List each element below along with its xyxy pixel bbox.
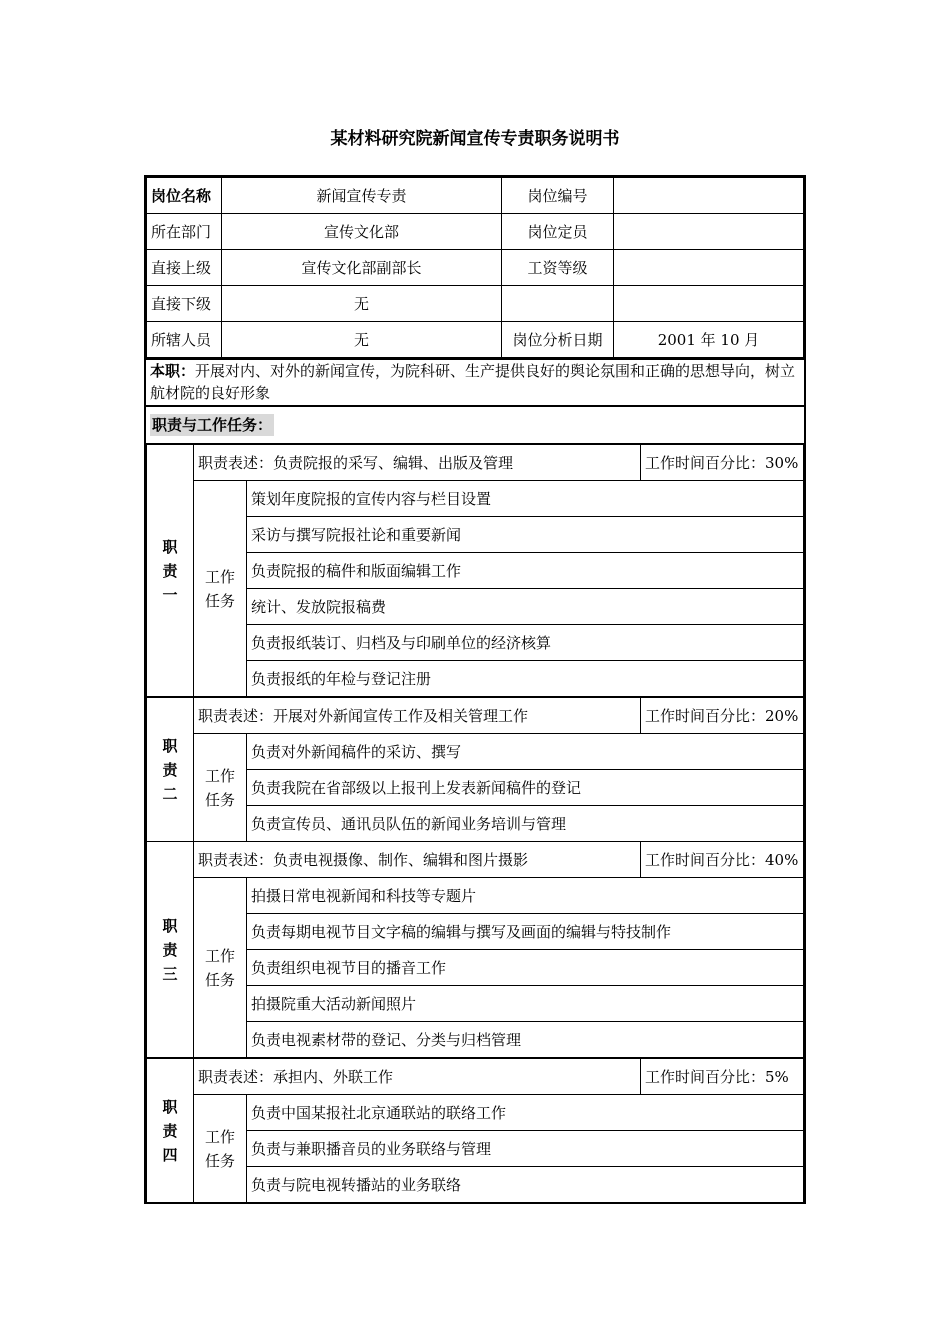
info-row-position-name (147, 178, 804, 214)
duty-1-time-percent: 工作时间百分比：30% (641, 445, 804, 481)
label-department: 所在部门 (147, 214, 222, 250)
duty-2-description: 职责表述：开展对外新闻宣传工作及相关管理工作 (194, 698, 641, 734)
value-department: 宣传文化部 (222, 214, 502, 250)
duty-2-time-percent: 工作时间百分比：20% (641, 698, 804, 734)
basic-info-table (144, 175, 806, 360)
duty-3-label: 职 责 三 (147, 842, 194, 1058)
duty-block-2 (144, 697, 806, 842)
label-empty (502, 286, 614, 322)
task-item: 策划年度院报的宣传内容与栏目设置 (247, 481, 804, 517)
task-item: 负责组织电视节目的播音工作 (247, 950, 804, 986)
label-position-name: 岗位名称 (147, 178, 222, 214)
task-item: 负责与院电视转播站的业务联络 (247, 1167, 804, 1204)
label-headcount: 岗位定员 (502, 214, 614, 250)
duty-1-description: 职责表述：负责院报的采写、编辑、出版及管理 (194, 445, 641, 481)
task-item: 负责电视素材带的登记、分类与归档管理 (247, 1022, 804, 1058)
value-salary-grade (614, 250, 804, 286)
label-salary-grade: 工资等级 (502, 250, 614, 286)
task-item: 负责报纸装订、归档及与印刷单位的经济核算 (247, 625, 804, 661)
task-item: 负责院报的稿件和版面编辑工作 (247, 553, 804, 589)
value-subordinate: 无 (222, 286, 502, 322)
task-item: 统计、发放院报稿费 (247, 589, 804, 625)
task-item: 负责对外新闻稿件的采访、撰写 (247, 734, 804, 770)
label-analysis-date: 岗位分析日期 (502, 322, 614, 358)
task-item: 负责报纸的年检与登记注册 (247, 661, 804, 697)
duty-3-time-percent: 工作时间百分比：40% (641, 842, 804, 878)
value-headcount (614, 214, 804, 250)
duty-1-label: 职 责 一 (147, 445, 194, 697)
info-row-department (147, 214, 804, 250)
value-analysis-date: 2001 年 10 月 (614, 322, 804, 358)
task-item: 负责每期电视节目文字稿的编辑与撰写及画面的编辑与特技制作 (247, 914, 804, 950)
task-item: 采访与撰写院报社论和重要新闻 (247, 517, 804, 553)
duty-block-4 (144, 1058, 806, 1204)
info-row-subordinate (147, 286, 804, 322)
job-summary (144, 355, 806, 407)
label-position-code: 岗位编号 (502, 178, 614, 214)
duty-3-task-label: 工作 任务 (194, 878, 247, 1058)
duty-2-task-label: 工作 任务 (194, 734, 247, 842)
duty-block-3 (144, 841, 806, 1058)
info-row-staff (147, 322, 804, 358)
duty-1-task-label: 工作 任务 (194, 481, 247, 697)
job-summary-text: 开展对内、对外的新闻宣传，为院科研、生产提供良好的舆论氛围和正确的思想导向，树立航材院的良好形象 (150, 362, 796, 402)
label-staff: 所辖人员 (147, 322, 222, 358)
duty-4-description: 职责表述：承担内、外联工作 (194, 1059, 641, 1095)
task-item: 负责宣传员、通讯员队伍的新闻业务培训与管理 (247, 806, 804, 842)
duty-2-label: 职 责 二 (147, 698, 194, 842)
task-item: 拍摄日常电视新闻和科技等专题片 (247, 878, 804, 914)
value-supervisor: 宣传文化部副部长 (222, 250, 502, 286)
job-summary-label: 本职： (150, 362, 196, 380)
value-position-code (614, 178, 804, 214)
value-position-name: 新闻宣传专责 (222, 178, 502, 214)
duties-header-text: 职责与工作任务： (152, 416, 273, 434)
label-subordinate: 直接下级 (147, 286, 222, 322)
task-item: 负责与兼职播音员的业务联络与管理 (247, 1131, 804, 1167)
task-item: 负责我院在省部级以上报刊上发表新闻稿件的登记 (247, 770, 804, 806)
duties-header (144, 407, 806, 444)
duty-4-time-percent: 工作时间百分比：5% (641, 1059, 804, 1095)
info-row-supervisor (147, 250, 804, 286)
page-title: 某材料研究院新闻宣传专责职务说明书 (330, 129, 620, 149)
duty-3-description: 职责表述：负责电视摄像、制作、编辑和图片摄影 (194, 842, 641, 878)
value-empty (614, 286, 804, 322)
duty-4-task-label: 工作 任务 (194, 1095, 247, 1204)
task-item: 拍摄院重大活动新闻照片 (247, 986, 804, 1022)
duty-block-1 (144, 444, 806, 697)
task-item: 负责中国某报社北京通联站的联络工作 (247, 1095, 804, 1131)
value-staff: 无 (222, 322, 502, 358)
duty-4-label: 职 责 四 (147, 1059, 194, 1204)
label-supervisor: 直接上级 (147, 250, 222, 286)
